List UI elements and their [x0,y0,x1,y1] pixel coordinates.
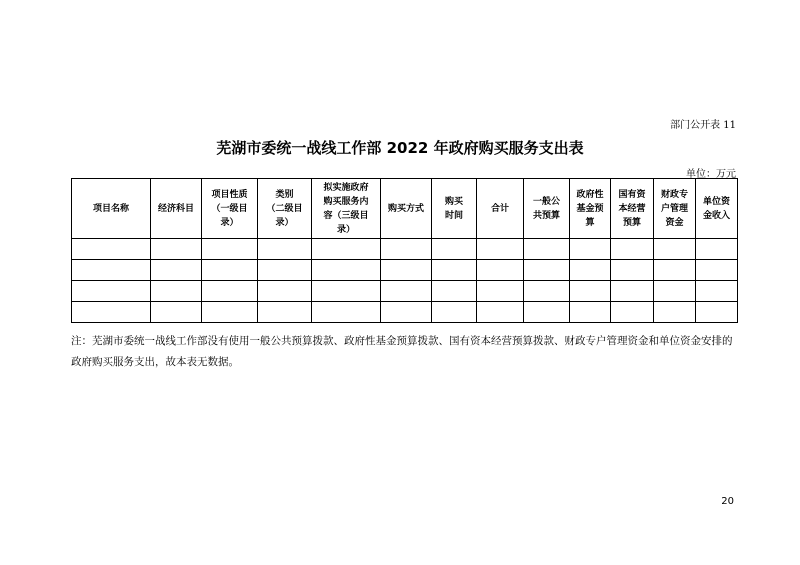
table-cell [202,302,258,323]
table-cell [381,260,432,281]
table-cell [72,302,151,323]
table-cell [654,239,696,260]
table-cell [524,239,570,260]
table-cell [312,239,381,260]
column-header-label: 类别 （二级目 录） [266,189,303,228]
table-cell [202,260,258,281]
table-cell [381,239,432,260]
column-header [432,179,477,239]
table-cell [72,281,151,302]
column-header [611,179,654,239]
table-cell [477,239,524,260]
column-header [202,179,258,239]
column-header [381,179,432,239]
table-cell [312,281,381,302]
unit-label: 单位：万元 [686,169,736,180]
table-cell [151,260,202,281]
table-cell [477,281,524,302]
column-header [477,179,524,239]
purchase-services-table [71,178,738,323]
column-header-label: 财政专 户管理 资金 [660,189,688,228]
column-header [312,179,381,239]
table-cell [570,281,611,302]
table-cell [696,281,738,302]
column-header-label: 购买 时间 [444,196,463,221]
table-cell [570,239,611,260]
column-header-label: 一般公 共预算 [532,196,560,221]
table-cell [611,302,654,323]
table-cell [381,302,432,323]
table-cell [312,260,381,281]
column-header [72,179,151,239]
table-body [72,239,738,323]
table-cell [696,302,738,323]
table-row [72,302,738,323]
table-header-row [72,179,738,239]
table-cell [258,260,312,281]
column-header-label: 项目名称 [92,203,129,214]
table-cell [258,281,312,302]
column-header [696,179,738,239]
table-cell [696,260,738,281]
table-cell [654,281,696,302]
table-cell [381,281,432,302]
table-cell [151,281,202,302]
table-cell [432,281,477,302]
table-cell [654,302,696,323]
column-header [524,179,570,239]
table-cell [570,302,611,323]
table-cell [570,260,611,281]
column-header-label: 政府性 基金预 算 [576,189,604,228]
column-header-label: 项目性质 （一级目 录） [211,189,248,228]
table-cell [151,239,202,260]
column-header-label: 合计 [490,203,509,214]
table-cell [258,239,312,260]
page-number: 20 [721,496,734,507]
table-cell [151,302,202,323]
table-cell [524,260,570,281]
column-header-label: 国有资 本经营 预算 [618,189,646,228]
column-header [151,179,202,239]
table-cell [611,281,654,302]
table-cell [524,302,570,323]
table-cell [696,239,738,260]
table-cell [202,281,258,302]
table-cell [432,239,477,260]
table-cell [432,302,477,323]
table-cell [654,260,696,281]
table-cell [611,260,654,281]
table-cell [432,260,477,281]
table-cell [611,239,654,260]
page-title: 芜湖市委统一战线工作部 2022 年政府购买服务支出表 [216,139,584,157]
column-header [570,179,611,239]
column-header [258,179,312,239]
column-header-label: 单位资 金收入 [702,196,730,221]
page-label: 部门公开表 11 [670,120,736,131]
column-header-label: 拟实施政府 购买服务内 容（三级目 录） [323,182,369,235]
table-note: 注：芜湖市委统一战线工作部没有使用一般公共预算拨款、政府性基金预算拨款、国有资本经营预算拨款、财政专户管理资金和单位资金安排的政府购买服务支出，故本表无数据。 [71,335,733,368]
table-cell [312,302,381,323]
column-header-label: 购买方式 [387,203,424,214]
table-cell [72,260,151,281]
table-cell [524,281,570,302]
table-row [72,260,738,281]
table-cell [477,260,524,281]
table-cell [202,239,258,260]
table-row [72,239,738,260]
table-cell [258,302,312,323]
table-cell [477,302,524,323]
table-row [72,281,738,302]
column-header-label: 经济科目 [157,203,194,214]
table-cell [72,239,151,260]
column-header [654,179,696,239]
